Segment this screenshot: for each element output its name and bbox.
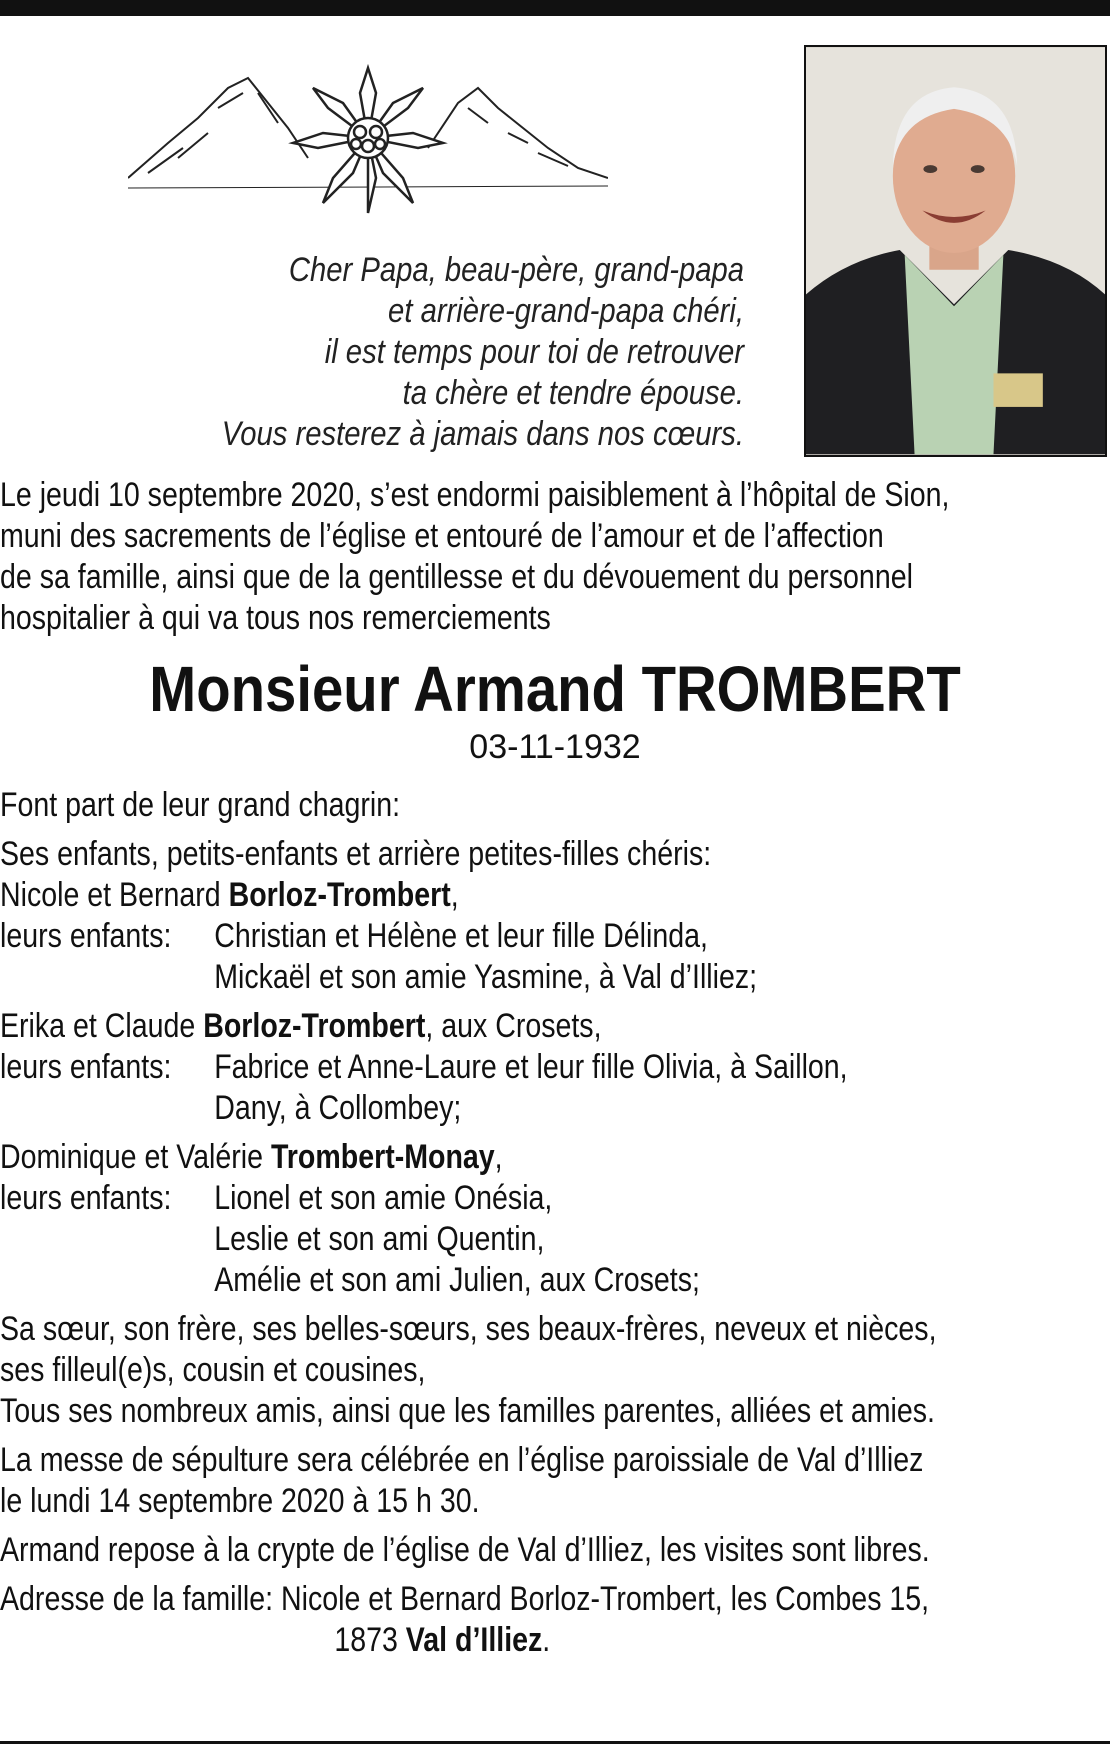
family3-kid: Lionel et son amie Onésia,	[214, 1179, 553, 1217]
family1-suffix: ,	[450, 876, 459, 914]
portrait-photo	[804, 45, 1107, 457]
address-line: Adresse de la famille: Nicole et Bernard Borloz-Trombert, les Combes 15,	[0, 1580, 930, 1618]
address-postcode: 1873	[334, 1621, 406, 1659]
top-rule	[0, 0, 1110, 16]
portrait-image	[806, 47, 1105, 455]
family3-surname: Trombert-Monay	[270, 1138, 495, 1176]
relatives-line: Tous ses nombreux amis, ainsi que les familles parentes, alliées et amies.	[0, 1392, 935, 1430]
deceased-name: Monsieur Armand TROMBERT	[149, 653, 961, 725]
address-town: Val d’Illiez	[405, 1621, 543, 1659]
family3-heading	[0, 1137, 1110, 1178]
family2-suffix: , aux Crosets,	[425, 1007, 602, 1045]
family1-surname: Borloz-Trombert	[228, 876, 451, 914]
edelweiss-mountains-icon	[128, 48, 608, 223]
poem-line: ta chère et tendre épouse.	[402, 374, 744, 412]
bottom-rule	[0, 1741, 1110, 1744]
family1-prefix: Nicole et Bernard	[0, 876, 229, 914]
mass-line: le lundi 14 septembre 2020 à 15 h 30.	[0, 1482, 480, 1520]
family2-kids	[0, 1047, 1110, 1088]
family2-kid: Dany, à Collombey;	[214, 1089, 462, 1127]
address-town-line	[0, 1620, 1110, 1661]
family3-kid: Leslie et son ami Quentin,	[214, 1220, 545, 1258]
intro-line: Le jeudi 10 septembre 2020, s’est endormi paisiblement à l’hôpital de Sion,	[0, 476, 950, 514]
family3-prefix: Dominique et Valérie	[0, 1138, 271, 1176]
family-intro: Ses enfants, petits-enfants et arrière petites-filles chéris:	[0, 835, 712, 873]
family1-kid: Mickaël et son amie Yasmine, à Val d’Illiez;	[214, 958, 758, 996]
family3-suffix: ,	[494, 1138, 503, 1176]
relatives-line: Sa sœur, son frère, ses belles-sœurs, ses beaux-frères, neveux et nièces,	[0, 1310, 937, 1348]
family3-kids	[0, 1178, 1110, 1219]
poem-line: et arrière-grand-papa chéri,	[388, 292, 744, 330]
poem-line: il est temps pour toi de retrouver	[324, 333, 744, 371]
mass-line: La messe de sépulture sera célébrée en l’église paroissiale de Val d’Illiez	[0, 1441, 924, 1479]
birth-date: 03-11-1932	[469, 728, 641, 766]
family1-kid: Christian et Hélène et leur fille Délinda,	[214, 917, 708, 955]
announce-line: Font part de leur grand chagrin:	[0, 786, 401, 824]
family2-heading	[0, 1006, 1110, 1047]
family1-heading	[0, 875, 1110, 916]
poem	[207, 250, 744, 455]
family2-prefix: Erika et Claude	[0, 1007, 204, 1045]
intro-line: hospitalier à qui va tous nos remerciements	[0, 599, 551, 637]
poem-line: Cher Papa, beau-père, grand-papa	[288, 251, 744, 289]
intro-line: de sa famille, ainsi que de la gentillesse et du dévouement du personnel	[0, 558, 913, 596]
crypt-line: Armand repose à la crypte de l’église de Val d’Illiez, les visites sont libres.	[0, 1531, 930, 1569]
children-label: leurs enfants:	[0, 917, 172, 955]
obituary-body	[0, 475, 1110, 1661]
relatives-line: ses filleul(e)s, cousin et cousines,	[0, 1351, 426, 1389]
children-label: leurs enfants:	[0, 1179, 172, 1217]
poem-line: Vous resterez à jamais dans nos cœurs.	[221, 415, 744, 453]
family2-kid: Fabrice et Anne-Laure et leur fille Olivia, à Saillon,	[214, 1048, 848, 1086]
family1-kids	[0, 916, 1110, 957]
family2-surname: Borloz-Trombert	[203, 1007, 426, 1045]
family3-kid: Amélie et son ami Julien, aux Crosets;	[214, 1261, 700, 1299]
children-label: leurs enfants:	[0, 1048, 172, 1086]
address-end: .	[542, 1621, 551, 1659]
intro-line: muni des sacrements de l’église et entouré de l’amour et de l’affection	[0, 517, 884, 555]
